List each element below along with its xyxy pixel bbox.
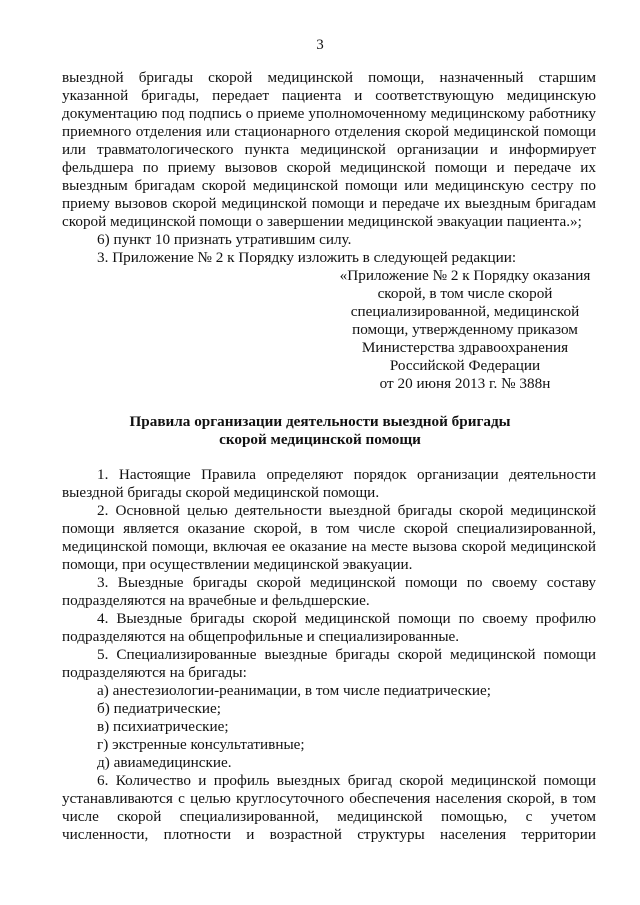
appendix-header-line: от 20 июня 2013 г. № 388н [379, 375, 551, 392]
paragraph-line: или травматологического пункта медицинской организации и информирует [62, 141, 596, 158]
rule-2-line: медицинской помощи, включая ее оказание на месте вызова скорой медицинской [62, 538, 596, 555]
rule-2-line: 2. Основной целью деятельности выездной бригады скорой медицинской [97, 502, 596, 519]
paragraph-line: приему вызовов скорой медицинской помощи и передаче их выездным бригадам [62, 195, 596, 212]
rule-2-line: помощи является оказание скорой, в том числе скорой специализированной, [62, 520, 596, 537]
paragraph-line: фельдшера по приему вызовов скорой медицинской помощи и передаче их [62, 159, 596, 176]
paragraph-line: выездным бригадам скорой медицинской помощи или медицинскую сестру по [62, 177, 596, 194]
appendix-header-line: «Приложение № 2 к Порядку оказания [339, 267, 591, 284]
paragraph-line: приемного отделения или стационарного отделения скорой медицинской помощи [62, 123, 596, 140]
item-6-line: 6) пункт 10 признать утратившим силу. [97, 231, 352, 248]
appendix-header-line: помощи, утвержденному приказом [352, 321, 578, 338]
rule-1-line: 1. Настоящие Правила определяют порядок организации деятельности [97, 466, 596, 483]
section-title-line: Правила организации деятельности выездной бригады [129, 413, 511, 430]
rule-5-list-item: в) психиатрические; [97, 718, 229, 735]
rule-5-line: подразделяются на бригады: [62, 664, 247, 681]
appendix-header-line: Российской Федерации [389, 357, 541, 374]
appendix-header-line: специализированной, медицинской [350, 303, 580, 320]
appendix-header-line: Министерства здравоохранения [361, 339, 569, 356]
rule-2-line: помощи, при осуществлении медицинской эвакуации. [62, 556, 413, 573]
item-3-line: 3. Приложение № 2 к Порядку изложить в следующей редакции: [97, 249, 517, 266]
rule-5-list-item: д) авиамедицинские. [97, 754, 232, 771]
rule-6-line: числе скорой специализированной, медицинской помощью, с учетом [62, 808, 596, 825]
rule-5-list-item: г) экстренные консультативные; [97, 736, 305, 753]
paragraph-line: выездной бригады скорой медицинской помощи, назначенный старшим [62, 69, 596, 86]
section-title-line: скорой медицинской помощи [219, 431, 421, 448]
rule-1-line: выездной бригады скорой медицинской помощи. [62, 484, 380, 501]
rule-6-line: численности, плотности и возрастной структуры населения территории [62, 826, 596, 843]
rule-3-line: 3. Выездные бригады скорой медицинской помощи по своему составу [97, 574, 596, 591]
rule-6-line: 6. Количество и профиль выездных бригад скорой медицинской помощи [97, 772, 596, 789]
paragraph-line: скорой медицинской помощи о завершении медицинской эвакуации пациента.»; [62, 213, 582, 230]
rule-5-list-item: б) педиатрические; [97, 700, 221, 717]
rule-5-line: 5. Специализированные выездные бригады скорой медицинской помощи [97, 646, 596, 663]
rule-3-line: подразделяются на врачебные и фельдшерские. [62, 592, 370, 609]
appendix-header-line: скорой, в том числе скорой [377, 285, 553, 302]
page-number: 3 [316, 37, 324, 53]
rule-4-line: 4. Выездные бригады скорой медицинской помощи по своему профилю [97, 610, 596, 627]
rule-6-line: устанавливаются с целью круглосуточного обеспечения населения скорой, в том [62, 790, 596, 807]
rule-5-list-item: а) анестезиологии-реанимации, в том числе педиатрические; [97, 682, 491, 699]
paragraph-line: указанной бригады, передает пациента и соответствующую медицинскую [62, 87, 596, 104]
rule-4-line: подразделяются на общепрофильные и специализированные. [62, 628, 460, 645]
paragraph-line: документацию под подпись о приеме уполномоченному медицинскому работнику [62, 105, 596, 122]
